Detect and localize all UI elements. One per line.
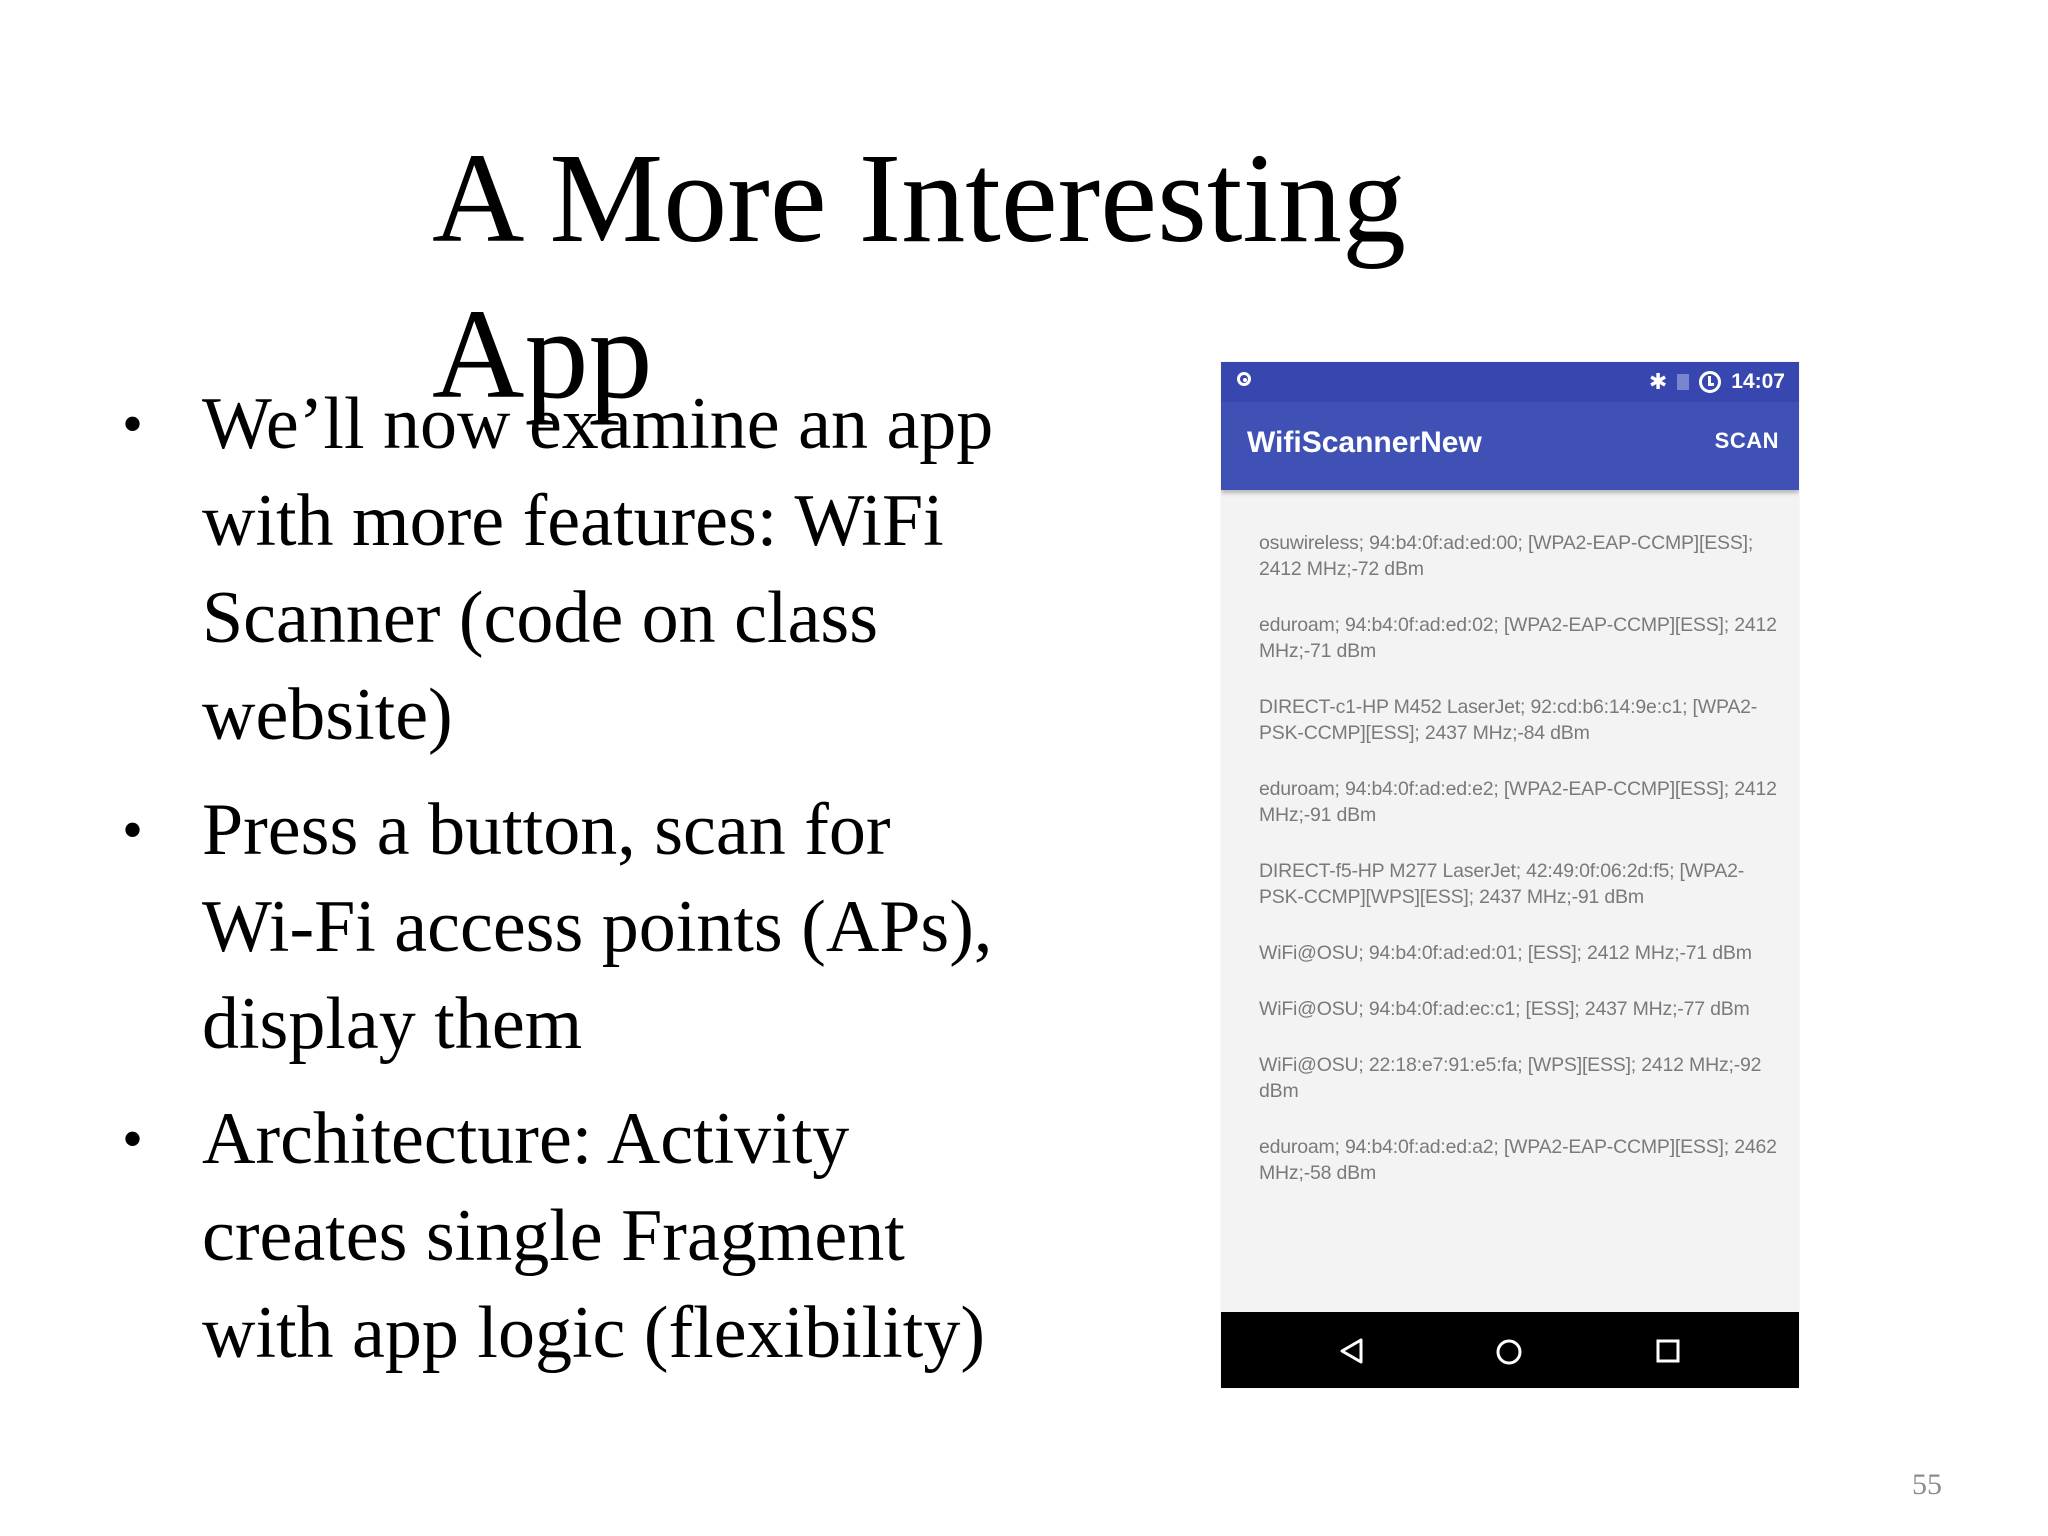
navigation-bar: [1221, 1312, 1799, 1388]
slide-title: A More Interesting App: [432, 127, 1406, 425]
camera-icon: [1237, 372, 1251, 386]
status-icons: [1649, 368, 1785, 396]
bullet-item: [122, 782, 1002, 1073]
bullet-item: [122, 1091, 1002, 1382]
bullet-text: We’ll now examine an app with more features: WiFi Scanner (code on class website): [202, 383, 994, 756]
access-point-item: DIRECT-f5-HP M277 LaserJet; 42:49:0f:06:2d:f5; [WPA2-PSK-CCMP][WPS][ESS]; 2437 MHz;-91 dBm: [1259, 860, 1745, 908]
bullet-list: [122, 376, 1002, 1400]
access-point-item: WiFi@OSU; 94:b4:0f:ad:ed:01; [ESS]; 2412 MHz;-71 dBm: [1259, 942, 1752, 964]
alarm-icon: [1699, 371, 1721, 393]
bullet-dot: •: [122, 797, 144, 863]
access-point-item: eduroam; 94:b4:0f:ad:ed:e2; [WPA2-EAP-CCMP][ESS]; 2412 MHz;-91 dBm: [1259, 778, 1777, 826]
sim-icon: [1677, 374, 1689, 390]
bullet-dot: •: [122, 1106, 144, 1172]
bullet-text: Press a button, scan for Wi-Fi access points (APs), display them: [202, 789, 993, 1065]
bullet-dot: •: [122, 391, 144, 457]
access-point-item: eduroam; 94:b4:0f:ad:ed:02; [WPA2-EAP-CCMP][ESS]; 2412 MHz;-71 dBm: [1259, 614, 1777, 662]
access-point-item: DIRECT-c1-HP M452 LaserJet; 92:cd:b6:14:9e:c1; [WPA2-PSK-CCMP][ESS]; 2437 MHz;-84 dBm: [1259, 696, 1758, 744]
page-number: 55: [1912, 1468, 1942, 1501]
bullet-item: [122, 376, 1002, 764]
access-point-item: osuwireless; 94:b4:0f:ad:ed:00; [WPA2-EAP-CCMP][ESS]; 2412 MHz;-72 dBm: [1259, 532, 1754, 580]
phone-screenshot: [1221, 362, 1799, 1388]
app-title: WifiScannerNew: [1247, 426, 1482, 459]
status-bar: [1221, 362, 1799, 402]
home-icon[interactable]: [1495, 1338, 1523, 1371]
scan-button[interactable]: SCAN: [1714, 428, 1779, 453]
back-icon[interactable]: [1339, 1338, 1365, 1369]
access-point-item: eduroam; 94:b4:0f:ad:ed:a2; [WPA2-EAP-CCMP][ESS]; 2462 MHz;-58 dBm: [1259, 1136, 1777, 1184]
recents-icon[interactable]: [1655, 1338, 1681, 1369]
bullet-text: Architecture: Activity creates single Fragment with app logic (flexibility): [202, 1098, 985, 1374]
access-point-item: WiFi@OSU; 22:18:e7:91:e5:fa; [WPS][ESS]; 2412 MHz;-92 dBm: [1259, 1054, 1762, 1102]
bluetooth-icon: ✱: [1648, 369, 1668, 394]
access-point-item: WiFi@OSU; 94:b4:0f:ad:ec:c1; [ESS]; 2437 MHz;-77 dBm: [1259, 998, 1750, 1020]
app-bar: [1221, 402, 1799, 490]
access-point-list: [1259, 530, 1779, 1216]
status-time: 14:07: [1731, 370, 1785, 393]
